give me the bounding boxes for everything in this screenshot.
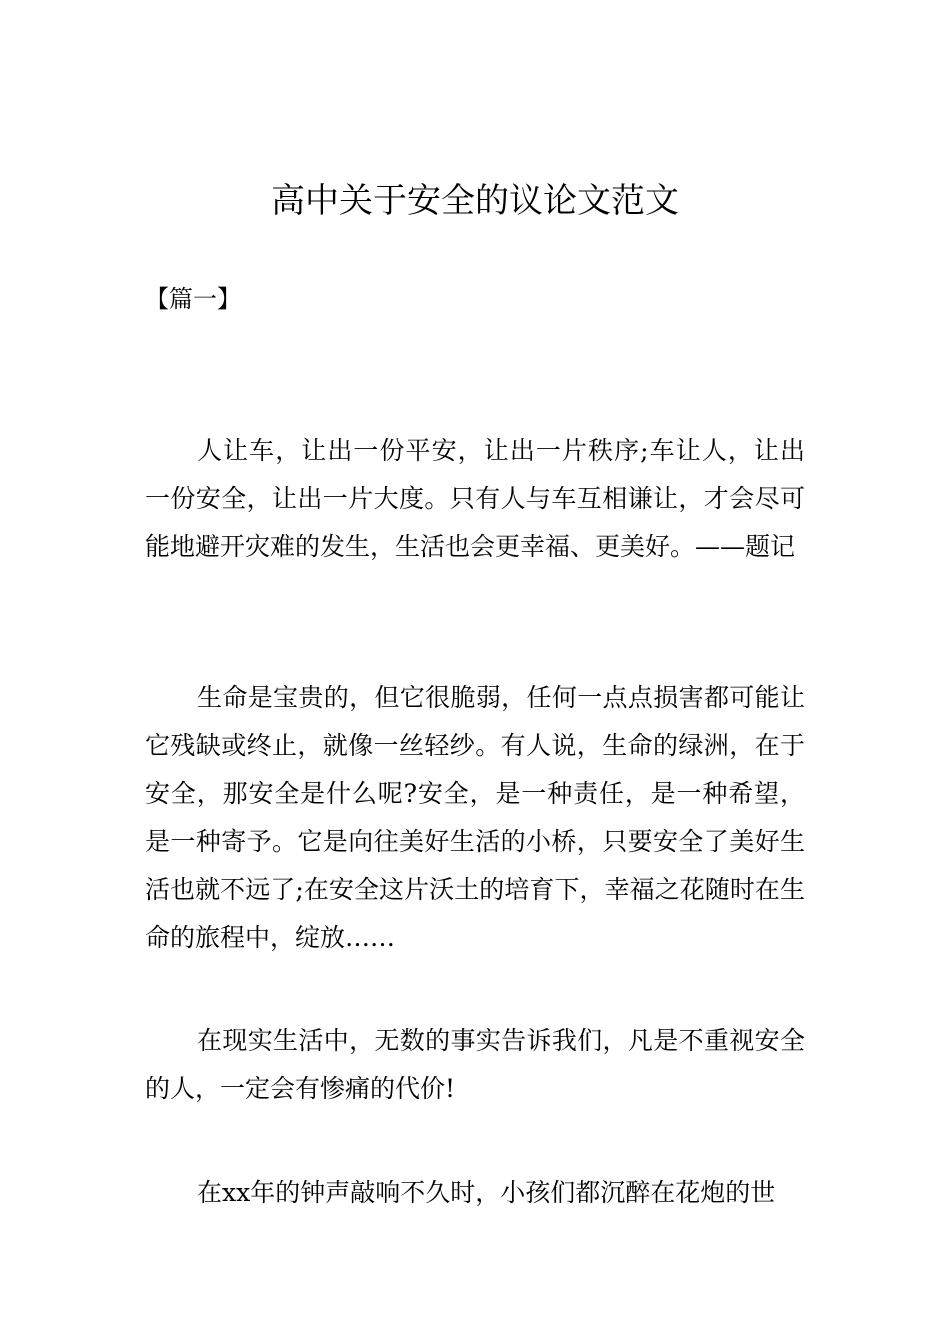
paragraph-reality: 在现实生活中，无数的事实告诉我们，凡是不重视安全的人，一定会有惨痛的代价!	[145, 1026, 805, 1103]
document-title: 高中关于安全的议论文范文	[271, 181, 679, 221]
paragraph-life-precious: 生命是宝贵的，但它很脆弱，任何一点点损害都可能让它残缺或终止，就像一丝轻纱。有人说，生命的绿洲，在于安全，那安全是什么呢?安全，是一种责任，是一种希望，是一种寄予。它是向往美好生活的小桥，只要安全了美好生活也就不远了;在安全这片沃土的培育下，幸福之花随时在生命的旅程中，绽放……	[145, 683, 805, 952]
paragraph-epigraph: 人让车，让出一份平安，让出一片秩序;车让人，让出一份安全，让出一片大度。只有人与车互相谦让，才会尽可能地避开灾难的发生，生活也会更幸福、更美好。——题记	[145, 436, 805, 561]
section-label: 【篇一】	[145, 285, 241, 313]
paragraph-new-year: 在xx年的钟声敲响不久时，小孩们都沉醉在花炮的世	[197, 1178, 776, 1207]
